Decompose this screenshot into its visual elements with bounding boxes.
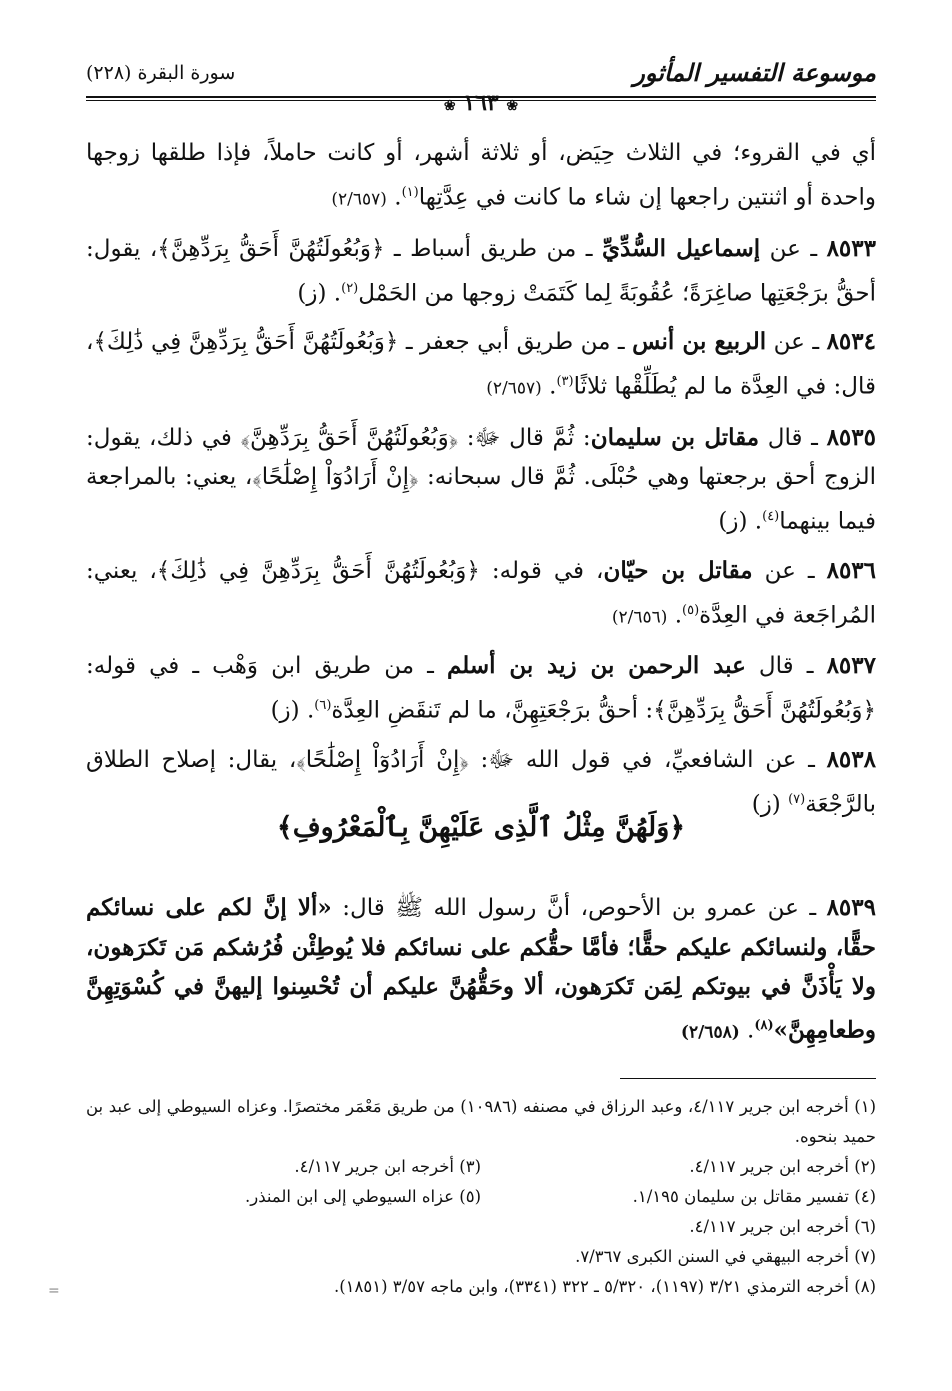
footnote-row bbox=[86, 1182, 876, 1212]
cross-reference: (٢/٦٥٨) bbox=[680, 1022, 740, 1043]
narration-number: ٨٥٣٦ bbox=[826, 556, 877, 584]
text-segment: ، قال: في العِدَّة ما لم يُطَلِّقْها ثلاثًا bbox=[86, 329, 876, 400]
verse-heading: ﴿وَلَهُنَّ مِثْلُ ٱلَّذِى عَلَيْهِنَّ بِٱلْمَعْرُوفِ﴾ bbox=[276, 812, 686, 843]
cross-reference: (٢/٦٥٧) bbox=[331, 189, 387, 210]
footnote-3: (٣) أخرجه ابن جرير ٤/١١٧. bbox=[294, 1157, 481, 1176]
narration-number: ٨٥٣٨ bbox=[826, 745, 876, 773]
quran-quote: ﴿وَبُعُولَتُهُنَّ أَحَقُّ بِرَدِّهِنَّ﴾ bbox=[240, 424, 459, 451]
footnote-rule bbox=[620, 1078, 876, 1079]
header-rule-thin bbox=[86, 100, 876, 101]
footnote-6: (٦) أخرجه ابن جرير ٤/١١٧. bbox=[689, 1217, 876, 1236]
text-segment: ، يعني: بالمراجعة فيما بينهما bbox=[86, 463, 876, 535]
footnote-4: (٤) تفسير مقاتل بن سليمان ١/١٩٥. bbox=[632, 1187, 876, 1206]
text-segment: ـ عن bbox=[766, 329, 827, 356]
main-text bbox=[86, 134, 876, 834]
narrator-name: عبد الرحمن بن زيد بن أسلم bbox=[446, 652, 746, 680]
quran-quote: ﴿وَبُعُولَتُهُنَّ أَحَقُّ بِرَدِّهِنَّ فِي ذَٰلِكَ﴾ bbox=[93, 329, 399, 356]
footnote-marker: (٢) bbox=[341, 280, 359, 296]
footnote-2: (٢) أخرجه ابن جرير ٤/١١٧. bbox=[689, 1157, 876, 1176]
cross-reference: (٢/٦٥٧) bbox=[486, 378, 542, 399]
text-segment: أي في القروء؛ في الثلاث حِيَض، أو ثلاثة أشهر، أو كانت حاملاً، فإذا طلقها زوجها واحدة أو اثنتين راجعها إن شاء ما كانت في عِدَّتِها bbox=[86, 140, 876, 211]
text-segment: . (ز) bbox=[270, 697, 315, 724]
footnote-row bbox=[86, 1152, 876, 1182]
text-segment: . bbox=[386, 184, 402, 211]
header-rule bbox=[86, 96, 876, 98]
footnote-1: (١) أخرجه ابن جرير ٤/١١٧، وعبد الرزاق في مصنفه (١٠٩٨٦) من طريق مَعْمَر مختصرًا. وعزاه السيوطي إلى عبد بن حميد بنحوه. bbox=[86, 1097, 876, 1146]
text-segment: ـ من طريق ابن وَهْب ـ في قوله: bbox=[86, 653, 447, 680]
text-segment: ـ قال bbox=[745, 653, 827, 680]
footnote-5: (٥) عزاه السيوطي إلى ابن المنذر. bbox=[245, 1187, 481, 1206]
footnote-marker: (٥) bbox=[682, 602, 700, 618]
quran-quote: ﴿وَبُعُولَتُهُنَّ أَحَقُّ بِرَدِّهِنَّ﴾ bbox=[653, 697, 876, 724]
narrator-name: الربيع بن أنس bbox=[632, 328, 767, 356]
text-segment: . bbox=[739, 1017, 755, 1044]
footnotes bbox=[86, 1092, 876, 1302]
text-segment: . (ز) bbox=[297, 280, 342, 307]
ornament-icon: ❀ bbox=[443, 98, 456, 114]
text-segment: ، يقال: إصلاح الطلاق بالرَّجْعَة bbox=[86, 746, 876, 818]
text-segment: ـ عن الشافعيِّ، في قول الله ﷻ: bbox=[468, 746, 827, 773]
text-segment: ـ من طريق أسباط ـ bbox=[384, 235, 602, 262]
text-segment: ـ عن bbox=[760, 235, 827, 262]
ornament-icon: ❀ bbox=[506, 98, 519, 114]
narration-number: ٨٥٣٣ bbox=[826, 234, 876, 262]
page-number-box bbox=[440, 90, 522, 116]
text-segment: في ذلك، يقول: الزوج أحق برجعتها وهي حُبْلَى. ثُمَّ قال سبحانه: bbox=[86, 424, 876, 490]
book-title: موسوعة التفسير المأثور bbox=[633, 58, 876, 87]
footnote-marker: (٣) bbox=[556, 374, 574, 390]
narration-paragraph bbox=[86, 134, 876, 220]
text-segment: ـ عن bbox=[752, 557, 827, 584]
text-segment: ـ عن عمرو بن الأحوص، أنَّ رسول الله ﷺ قال: bbox=[331, 895, 827, 921]
narrator-name: مقاتل بن سليمان bbox=[590, 423, 760, 451]
text-segment: (ز) bbox=[751, 791, 789, 818]
page-number: ١٦٣ bbox=[463, 90, 499, 116]
hadith-paragraph bbox=[86, 888, 876, 1053]
footnote-marker: (١) bbox=[401, 185, 419, 200]
footnote-marker: (٦) bbox=[314, 698, 332, 714]
cross-reference: (٢/٦٥٦) bbox=[611, 607, 668, 628]
text-segment: . bbox=[541, 373, 557, 400]
text-segment: . bbox=[667, 602, 683, 629]
footnote-8: (٨) أخرجه الترمذي ٣/٢١ (١١٩٧)، ٥/٣٢٠ ـ ٣٢٢ (٣٣٤١)، وابن ماجه ٣/٥٧ (١٨٥١). bbox=[333, 1277, 876, 1296]
text-segment: ـ قال bbox=[759, 424, 827, 451]
text-segment: «ألا إنَّ لكم على نسائكم حقًّا، ولنسائكم عليكم حقًّا؛ فأمَّا حقُّكم على نسائكم فلا يُوطِئْن فُرُشكم مَن تَكرَهون، ولا يَأْذَنَّ في بيوتكم لِمَن تَكرَهون، ألا وحَقُّهُنَّ عليكم أن تُحْسِنوا إليهنَّ في كُسْوَتِهِنَّ وطعامِهِنَّ» bbox=[86, 894, 876, 1044]
narration-paragraph bbox=[86, 229, 876, 314]
text-segment: ، يعني: المُراجَعة في العِدَّة bbox=[86, 557, 876, 629]
running-header bbox=[86, 58, 876, 116]
surah-reference: سورة البقرة (٢٢٨) bbox=[86, 62, 236, 84]
footnote-marker: (٤) bbox=[762, 508, 780, 524]
hadith-block bbox=[86, 888, 876, 1062]
narration-number: ٨٥٣٥ bbox=[826, 423, 876, 451]
narration-paragraph bbox=[86, 418, 876, 542]
text-segment: . (ز) bbox=[718, 508, 763, 535]
text-segment: : ثُمَّ قال ﷻ: bbox=[458, 424, 591, 451]
quran-quote: ﴿وَبُعُولَتُهُنَّ أَحَقُّ بِرَدِّهِنَّ فِي ذَٰلِكَ﴾ bbox=[156, 557, 480, 584]
text-segment: : أحقُّ برَجْعَتِهِنَّ، ما لم تَنقَضِ العِدَّة bbox=[331, 697, 654, 724]
narration-number: ٨٥٣٩ bbox=[826, 894, 876, 921]
quran-quote: ﴿إِنْ أَرَادُوٓاْ إِصْلَٰحًا﴾ bbox=[252, 463, 419, 490]
quran-quote: ﴿وَبُعُولَتُهُنَّ أَحَقُّ بِرَدِّهِنَّ﴾ bbox=[157, 235, 385, 262]
quran-quote: ﴿إِنْ أَرَادُوٓاْ إِصْلَٰحًا﴾ bbox=[296, 746, 469, 773]
narration-number: ٨٥٣٤ bbox=[826, 328, 876, 356]
text-segment: ، يقول: أحقُّ برَجْعَتِها صاغِرَةً؛ عُقُوبَةً لِما كَتَمَتْ زوجها من الحَمْل bbox=[86, 235, 876, 307]
narration-number: ٨٥٣٧ bbox=[826, 652, 876, 680]
margin-mark: = bbox=[48, 1283, 60, 1299]
narration-paragraph bbox=[86, 551, 876, 638]
footnote-marker: (٨) bbox=[754, 1018, 774, 1033]
narration-paragraph bbox=[86, 322, 876, 409]
narration-paragraph bbox=[86, 646, 876, 731]
footnote-marker: (٧) bbox=[788, 791, 806, 807]
narrator-name: إسماعيل السُّدِّيِّ bbox=[602, 234, 761, 262]
text-segment: ـ من طريق أبي جعفر ـ bbox=[398, 329, 633, 356]
text-segment: ، في قوله: bbox=[479, 557, 604, 584]
footnote-7: (٧) أخرجه البيهقي في السنن الكبرى ٧/٣٦٧. bbox=[575, 1247, 876, 1266]
narrator-name: مقاتل بن حيّان bbox=[603, 556, 753, 584]
